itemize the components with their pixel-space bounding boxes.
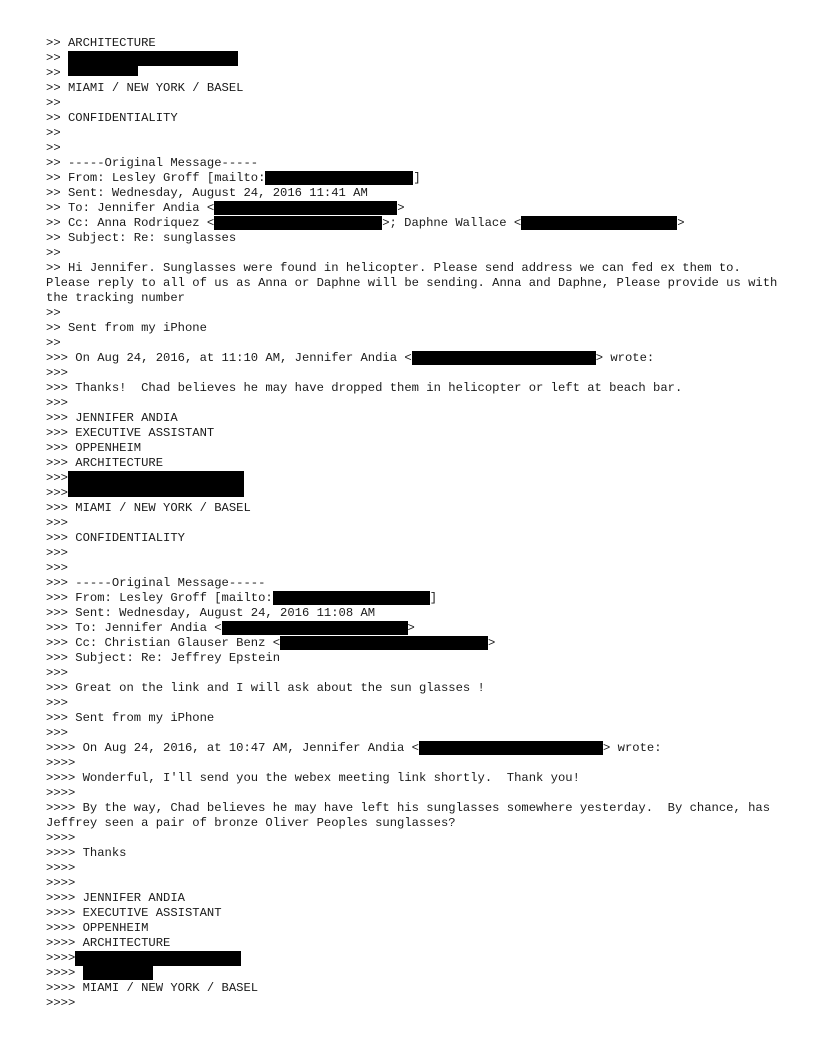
doc-line: >>>> [46, 951, 786, 966]
doc-line: >>>> Wonderful, I'll send you the webex meeting link shortly. Thank you! [46, 771, 580, 785]
doc-line: >>>> [46, 756, 76, 770]
doc-line: >>>> [46, 861, 76, 875]
doc-line: >> To: Jennifer Andia < > [46, 201, 405, 215]
doc-line: >>> From: Lesley Groff [mailto: ] [46, 591, 438, 605]
redaction [68, 486, 244, 497]
doc-line: >>> Cc: Christian Glauser Benz < > [46, 636, 496, 650]
doc-line: >>>> JENNIFER ANDIA [46, 891, 185, 905]
redaction [273, 591, 430, 605]
doc-line: >> [46, 51, 786, 66]
doc-line: >> [46, 96, 61, 110]
doc-line: >>> [46, 666, 68, 680]
doc-line: >>> EXECUTIVE ASSISTANT [46, 426, 215, 440]
doc-line: >> [46, 246, 61, 260]
doc-line: >>>> MIAMI / NEW YORK / BASEL [46, 981, 259, 995]
doc-line: >>>> On Aug 24, 2016, at 10:47 AM, Jennifer Andia < > wrote: [46, 741, 662, 755]
redaction [222, 621, 408, 635]
doc-line: >>> [46, 486, 786, 501]
doc-line: >>> [46, 471, 786, 486]
doc-line: >>> Sent: Wednesday, August 24, 2016 11:08 AM [46, 606, 376, 620]
doc-line: >>> Thanks! Chad believes he may have dropped them in helicopter or left at beach bar. [46, 381, 683, 395]
redaction [280, 636, 488, 650]
doc-paragraph: >>>> By the way, Chad believes he may have left his sunglasses somewhere yesterday. By chance, has Jeffrey seen a pair of bronze Oliver Peoples sunglasses? [46, 801, 778, 830]
doc-line: >> [46, 336, 61, 350]
redaction [521, 216, 677, 230]
redaction [83, 966, 153, 980]
doc-line: >>> [46, 516, 68, 530]
doc-line: >>> JENNIFER ANDIA [46, 411, 178, 425]
doc-line: >> -----Original Message----- [46, 156, 259, 170]
doc-line: >>> [46, 696, 68, 710]
redaction [68, 471, 244, 486]
doc-line: >>> [46, 561, 68, 575]
doc-line: >>>> [46, 786, 76, 800]
redaction [68, 51, 238, 66]
doc-line: >> Subject: Re: sunglasses [46, 231, 237, 245]
doc-line: >> [46, 141, 61, 155]
doc-line: >>> ARCHITECTURE [46, 456, 164, 470]
redaction [68, 66, 138, 76]
doc-line: >> Sent: Wednesday, August 24, 2016 11:41 AM [46, 186, 368, 200]
doc-line: >>>> Thanks [46, 846, 127, 860]
doc-line: >> Cc: Anna Rodriquez < >; Daphne Wallace < > [46, 216, 685, 230]
doc-line: >>> Subject: Re: Jeffrey Epstein [46, 651, 281, 665]
doc-line: >>>> [46, 831, 76, 845]
doc-line: >> MIAMI / NEW YORK / BASEL [46, 81, 244, 95]
doc-line: >>>> ARCHITECTURE [46, 936, 171, 950]
doc-line: >> [46, 126, 61, 140]
doc-line: >>>> [46, 876, 76, 890]
doc-line: >> ARCHITECTURE [46, 36, 156, 50]
doc-line: >> Sent from my iPhone [46, 321, 207, 335]
doc-line: >> From: Lesley Groff [mailto: ] [46, 171, 421, 185]
doc-line: >>> [46, 396, 68, 410]
doc-line: >>>> [46, 966, 786, 981]
redaction [412, 351, 596, 365]
doc-line: >>>> [46, 996, 76, 1010]
redaction [214, 201, 397, 215]
doc-paragraph: >> Hi Jennifer. Sunglasses were found in helicopter. Please send address we can fed ex them to. Please reply to all of us as Anna or Daphne will be sending. Anna and Daphne, Please provide us with the tracking number [46, 261, 785, 305]
redaction [214, 216, 382, 230]
redaction [419, 741, 603, 755]
doc-line: >>> MIAMI / NEW YORK / BASEL [46, 501, 251, 515]
doc-line: >> [46, 66, 786, 81]
doc-line: >>> OPPENHEIM [46, 441, 142, 455]
redaction [265, 171, 413, 185]
doc-line: >>>> OPPENHEIM [46, 921, 149, 935]
doc-line: >> [46, 306, 61, 320]
doc-line: >>> On Aug 24, 2016, at 11:10 AM, Jennifer Andia < > wrote: [46, 351, 655, 365]
doc-line: >>> To: Jennifer Andia < > [46, 621, 415, 635]
doc-line: >>> CONFIDENTIALITY [46, 531, 185, 545]
doc-line: >>> [46, 726, 68, 740]
doc-line: >> CONFIDENTIALITY [46, 111, 178, 125]
doc-line: >>> [46, 546, 68, 560]
doc-line: >>> [46, 366, 68, 380]
doc-line: >>>> EXECUTIVE ASSISTANT [46, 906, 222, 920]
doc-line: >>> Sent from my iPhone [46, 711, 215, 725]
doc-line: >>> -----Original Message----- [46, 576, 266, 590]
doc-line: >>> Great on the link and I will ask about the sun glasses ! [46, 681, 485, 695]
redaction [75, 951, 241, 966]
email-document [46, 36, 786, 1011]
